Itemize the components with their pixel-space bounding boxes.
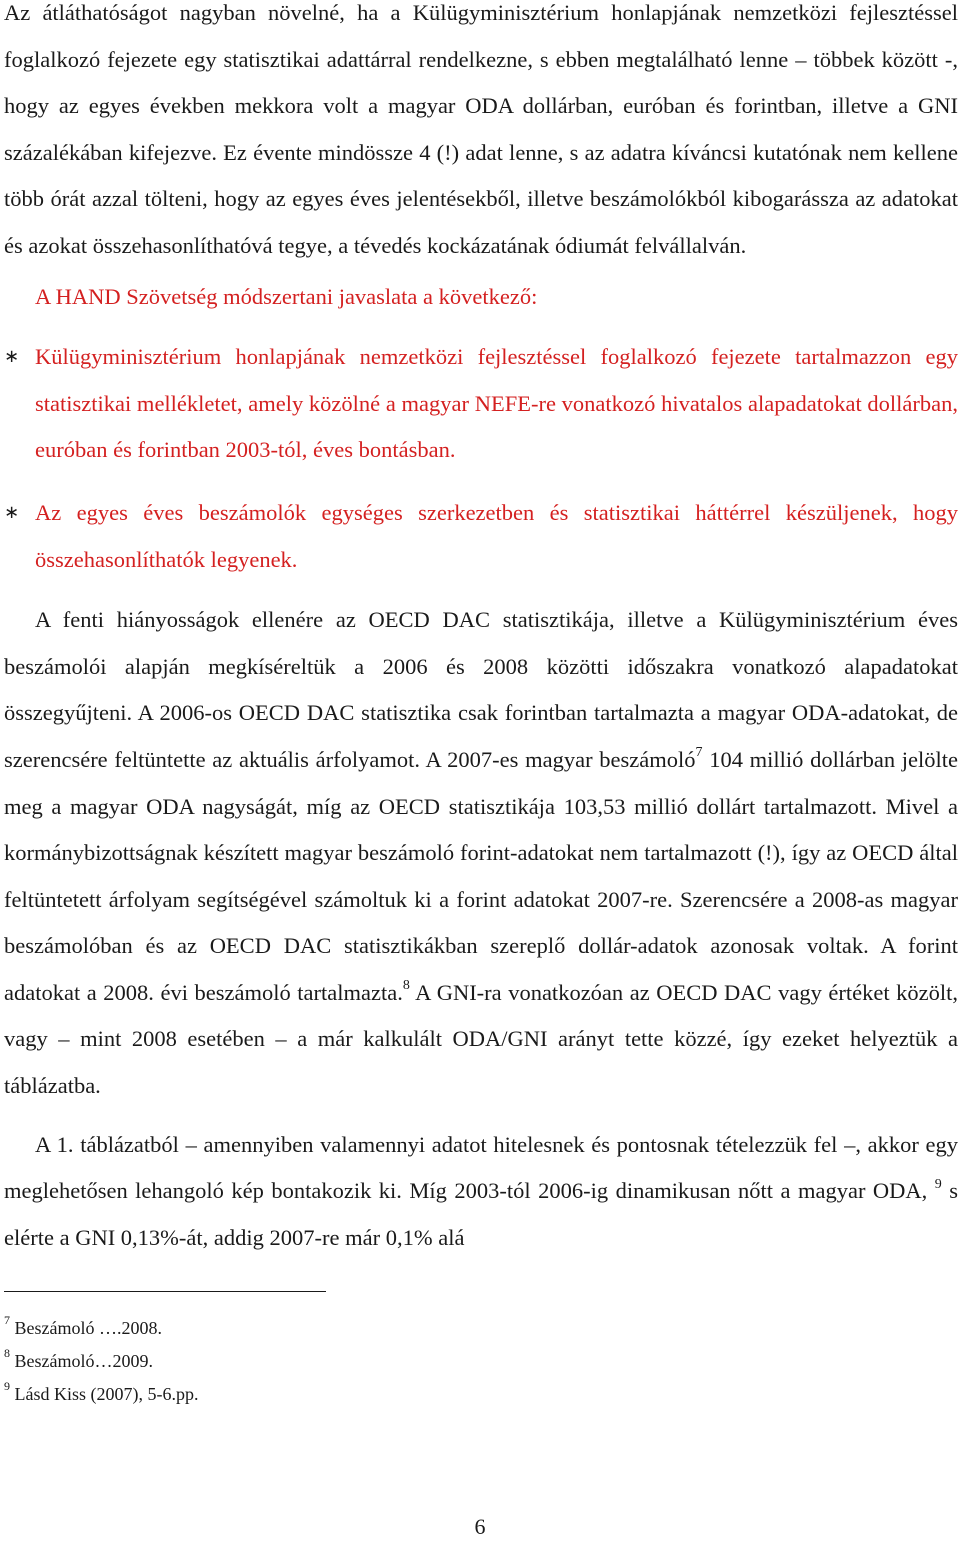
paragraph-text: s elérte a GNI 0,13%-át, addig 2007-re már 0,1% alá xyxy=(4,1178,959,1250)
list-item-text: Külügyminisztérium honlapjának nemzetközi fejlesztéssel foglalkozó fejezete tartalmazzon egy statisztikai mellékletet, amely közölné a magyar NEFE-re vonatkozó hivatalos alapadatokat dollárban, euróban és forintban 2003-tól, éves bontásban. xyxy=(35,344,958,463)
footnote-item xyxy=(4,1312,958,1345)
footnote-text: Lásd Kiss (2007), 5-6.pp. xyxy=(10,1384,199,1405)
footnote-number: 8 xyxy=(4,1346,10,1361)
paragraph-text: A GNI-ra vonatkozóan az OECD DAC vagy értéket közölt, vagy – mint 2008 esetében – a már kalkulált ODA/GNI arányt tette közzé, így ezeket helyeztük a táblázatba. xyxy=(4,979,958,1099)
paragraph-text: A fenti hiányosságok ellenére az OECD DAC statisztikája, illetve a Külügyminisztérium éves beszámolói alapján megkíséreltük a 2006 és 2008 közötti időszakra vonatkozó alapadatokat összegyűjteni. A 2006-os OECD DAC statisztika csak forintban tartalmazta a magyar ODA-adatokat, de szerencsére feltüntette az aktuális árfolyamot. A 2007-es magyar beszámoló xyxy=(4,607,958,772)
document-page xyxy=(4,0,958,1411)
asterisk-bullet-icon: ∗ xyxy=(4,501,20,523)
footnote-item xyxy=(4,1345,958,1378)
proposal-intro: A HAND Szövetség módszertani javaslata a következő: xyxy=(35,283,538,309)
paragraph-data-sources xyxy=(4,597,958,1110)
footnote-ref-8[interactable]: 8 xyxy=(402,978,410,994)
footnote-separator xyxy=(4,1291,326,1292)
list-item-text: Az egyes éves beszámolók egységes szerkezetben és statisztikai háttérrel készüljenek, hogy összehasonlíthatók legyenek. xyxy=(35,499,958,572)
footnote-text: Beszámoló ….2008. xyxy=(10,1318,162,1339)
paragraph-table-analysis xyxy=(4,1122,958,1262)
footnote-number: 7 xyxy=(4,1313,10,1328)
footnote-text: Beszámoló…2009. xyxy=(10,1351,153,1372)
paragraph-statistics-proposal: Az átláthatóságot nagyban növelné, ha a Külügyminisztérium honlapjának nemzetközi fejlesztéssel foglalkozó fejezete egy statisztikai adattárral rendelkezne, s ebben megtalálható lenne – többek között -, hogy az egyes években mekkora volt a magyar ODA dollárban, euróban és forintban, illetve a GNI százalékában kifejezve. Ez évente mindössze 4 (!) adat lenne, s az adatra kíváncsi kutatónak nem kellene több órát azzal tölteni, hogy az egyes éves jelentésekből, illetve beszámolókból kibogarássza az adatokat és azokat összehasonlíthatóvá tegye, a tévedés kockázatának ódiumát felvállalván. xyxy=(4,0,958,258)
list-item xyxy=(4,334,958,474)
asterisk-bullet-icon: ∗ xyxy=(4,346,20,368)
footnote-ref-9[interactable]: 9 xyxy=(934,1176,942,1192)
footnote-ref-7[interactable]: 7 xyxy=(695,745,703,761)
page-number: 6 xyxy=(474,1514,486,1539)
proposal-list xyxy=(4,334,958,583)
paragraph-text: 104 millió dollárban jelölte meg a magyar ODA nagyságát, míg az OECD statisztikája 103,53 millió dollárt tartalmazott. Mivel a kormánybizottságnak készített magyar beszámoló forint-adatokat nem tartalmazott (!), így az OECD által feltüntetett árfolyam segítségével számoltuk ki a forint adatokat 2007-re. Szerencsére a 2008-as magyar beszámolóban és az OECD DAC statisztikákban szereplő dollár-adatok azonosak voltak. A forint adatokat a 2008. évi beszámoló tartalmazta. xyxy=(4,746,958,1005)
footnotes xyxy=(4,1312,958,1411)
footnote-number: 9 xyxy=(4,1379,10,1394)
footnote-item xyxy=(4,1378,958,1411)
paragraph-text: A 1. táblázatból – amennyiben valamennyi adatot hitelesnek és pontosnak tételezzük fel –, akkor egy meglehetősen lehangoló kép bontakozik ki. Míg 2003-tól 2006-ig dinamikusan nőtt a magyar ODA, xyxy=(4,1131,958,1204)
list-item xyxy=(4,490,958,583)
